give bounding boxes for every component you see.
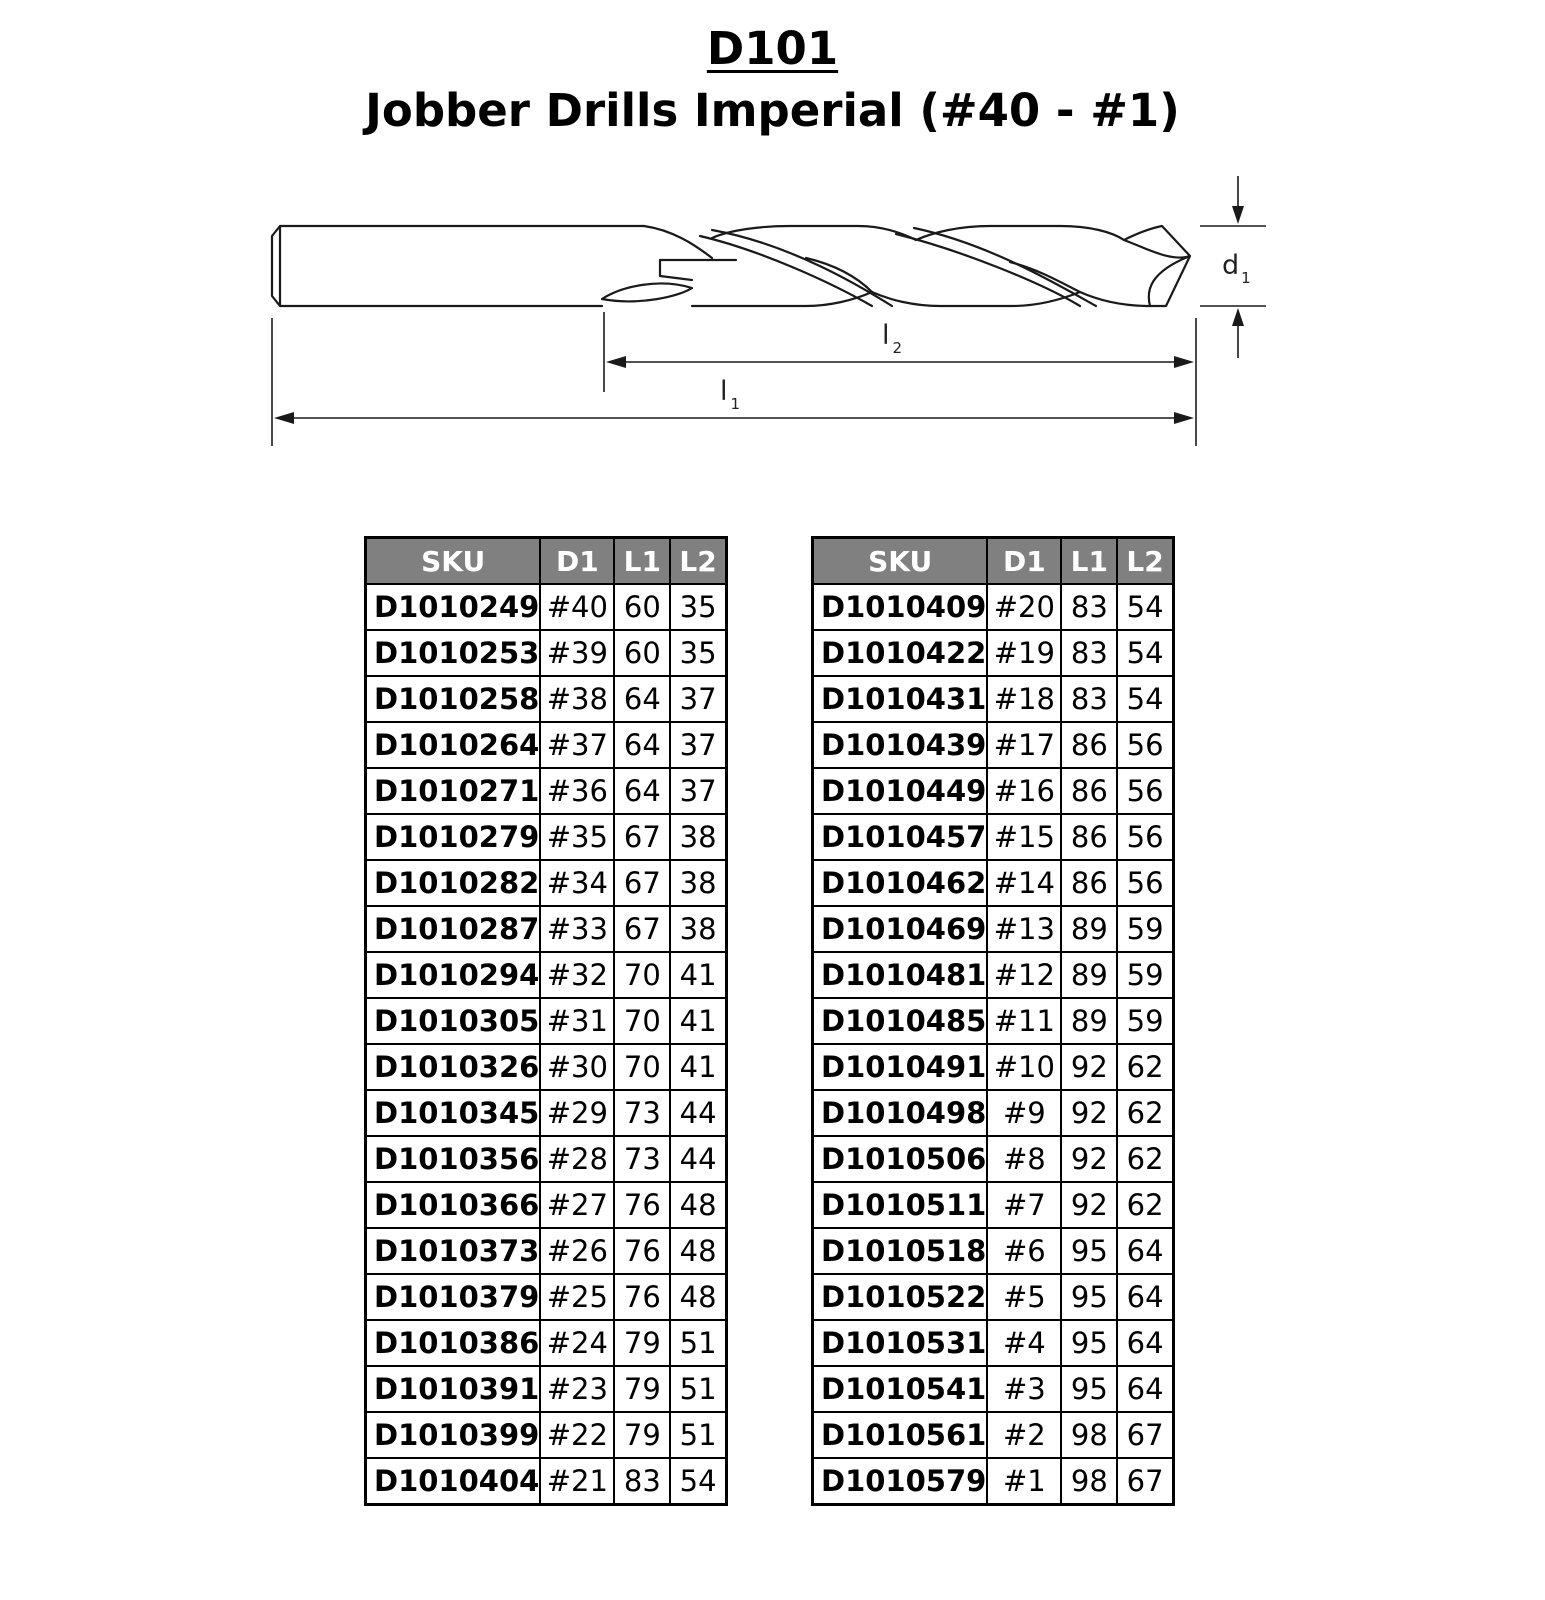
d1-cell: #39	[540, 630, 614, 676]
drill-helix-4	[896, 234, 1080, 306]
l1-cell: 95	[1061, 1274, 1117, 1320]
table-row	[366, 1136, 727, 1182]
d1-cell: #27	[540, 1182, 614, 1228]
sku-cell: D1010326	[366, 1044, 541, 1090]
sku-cell: D1010287	[366, 906, 541, 952]
l2-cell: 64	[1117, 1320, 1173, 1366]
l2-cell: 62	[1117, 1090, 1173, 1136]
d1-cell: #18	[987, 676, 1061, 722]
l1-cell: 95	[1061, 1366, 1117, 1412]
l2-cell: 41	[670, 1044, 726, 1090]
l1-cell: 92	[1061, 1136, 1117, 1182]
sku-cell: D1010511	[813, 1182, 988, 1228]
l2-cell: 56	[1117, 814, 1173, 860]
l2-cell: 54	[1117, 630, 1173, 676]
table-row	[366, 1366, 727, 1412]
l2-cell: 54	[1117, 676, 1173, 722]
sku-cell: D1010485	[813, 998, 988, 1044]
sku-cell: D1010561	[813, 1412, 988, 1458]
sku-cell: D1010541	[813, 1366, 988, 1412]
l2-cell: 51	[670, 1412, 726, 1458]
d1-cell: #17	[987, 722, 1061, 768]
product-code: D101	[706, 22, 839, 75]
d1-cell: #37	[540, 722, 614, 768]
l1-cell: 67	[614, 860, 670, 906]
sku-cell: D1010462	[813, 860, 988, 906]
sku-cell: D1010404	[366, 1458, 541, 1505]
l1-cell: 92	[1061, 1044, 1117, 1090]
table-row	[366, 1412, 727, 1458]
sku-cell: D1010345	[366, 1090, 541, 1136]
sku-cell: D1010457	[813, 814, 988, 860]
table-row	[813, 814, 1174, 860]
d1-cell: #10	[987, 1044, 1061, 1090]
table-row	[366, 1182, 727, 1228]
column-header-d1: D1	[987, 538, 1061, 585]
d1-cell: #22	[540, 1412, 614, 1458]
table-row	[366, 952, 727, 998]
d1-cell: #6	[987, 1228, 1061, 1274]
table-row	[813, 1044, 1174, 1090]
l2-cell: 51	[670, 1366, 726, 1412]
sku-cell: D1010391	[366, 1366, 541, 1412]
l2-cell: 38	[670, 906, 726, 952]
l2-cell: 38	[670, 814, 726, 860]
l1-cell: 73	[614, 1090, 670, 1136]
drill-flute-transition	[644, 226, 712, 258]
sku-cell: D1010279	[366, 814, 541, 860]
table-row	[813, 584, 1174, 630]
l2-cell: 54	[1117, 584, 1173, 630]
sku-cell: D1010469	[813, 906, 988, 952]
table-row	[366, 814, 727, 860]
d1-cell: #36	[540, 768, 614, 814]
drill-helix-5	[914, 228, 1096, 306]
sku-cell: D1010522	[813, 1274, 988, 1320]
table-row	[813, 1136, 1174, 1182]
d1-cell: #25	[540, 1274, 614, 1320]
sku-cell: D1010531	[813, 1320, 988, 1366]
product-title: Jobber Drills Imperial (#40 - #1)	[365, 84, 1180, 137]
sku-cell: D1010498	[813, 1090, 988, 1136]
d1-cell: #34	[540, 860, 614, 906]
l2-cell: 59	[1117, 998, 1173, 1044]
drill-spec-table-left	[364, 536, 728, 1506]
l2-cell: 37	[670, 676, 726, 722]
table-row	[813, 1182, 1174, 1228]
table-row	[813, 1458, 1174, 1505]
l2-cell: 38	[670, 860, 726, 906]
d1-cell: #14	[987, 860, 1061, 906]
table-row	[366, 722, 727, 768]
sku-cell: D1010282	[366, 860, 541, 906]
l1-cell: 98	[1061, 1458, 1117, 1505]
title-block	[0, 18, 1545, 142]
d1-cell: #31	[540, 998, 614, 1044]
sku-cell: D1010305	[366, 998, 541, 1044]
l2-cell: 35	[670, 630, 726, 676]
sku-cell: D1010366	[366, 1182, 541, 1228]
sku-cell: D1010449	[813, 768, 988, 814]
dim-label-l2: l $_2$	[882, 320, 903, 357]
table-row	[366, 584, 727, 630]
sku-cell: D1010294	[366, 952, 541, 998]
l1-cell: 83	[1061, 630, 1117, 676]
column-header-l2: L2	[670, 538, 726, 585]
l2-cell: 67	[1117, 1458, 1173, 1505]
dim-label-d1: d $_1$	[1222, 250, 1251, 287]
l1-cell: 76	[614, 1228, 670, 1274]
table-row	[813, 1274, 1174, 1320]
d1-cell: #24	[540, 1320, 614, 1366]
table-row	[813, 1412, 1174, 1458]
d1-cell: #19	[987, 630, 1061, 676]
table-row	[366, 1320, 727, 1366]
column-header-sku: SKU	[813, 538, 988, 585]
d1-cell: #8	[987, 1136, 1061, 1182]
table-row	[813, 998, 1174, 1044]
sku-cell: D1010258	[366, 676, 541, 722]
d1-cell: #38	[540, 676, 614, 722]
sku-cell: D1010379	[366, 1274, 541, 1320]
column-header-l1: L1	[1061, 538, 1117, 585]
l1-cell: 86	[1061, 860, 1117, 906]
l2-cell: 44	[670, 1090, 726, 1136]
l2-cell: 64	[1117, 1274, 1173, 1320]
l1-cell: 95	[1061, 1320, 1117, 1366]
l2-cell: 64	[1117, 1228, 1173, 1274]
d1-cell: #32	[540, 952, 614, 998]
l1-cell: 89	[1061, 952, 1117, 998]
d1-cell: #5	[987, 1274, 1061, 1320]
d1-cell: #9	[987, 1090, 1061, 1136]
d1-cell: #16	[987, 768, 1061, 814]
l2-cell: 48	[670, 1274, 726, 1320]
l2-cell: 62	[1117, 1136, 1173, 1182]
l1-cell: 79	[614, 1366, 670, 1412]
l1-cell: 60	[614, 584, 670, 630]
drill-helix-1	[700, 236, 872, 306]
l2-cell: 54	[670, 1458, 726, 1505]
l1-cell: 89	[1061, 998, 1117, 1044]
table-row	[813, 676, 1174, 722]
l2-cell: 51	[670, 1320, 726, 1366]
table-row	[366, 1458, 727, 1505]
sku-cell: D1010431	[813, 676, 988, 722]
table-row	[813, 952, 1174, 998]
d1-cell: #21	[540, 1458, 614, 1505]
sku-cell: D1010506	[813, 1136, 988, 1182]
table-row	[813, 768, 1174, 814]
l1-cell: 92	[1061, 1090, 1117, 1136]
l2-cell: 67	[1117, 1412, 1173, 1458]
l1-cell: 83	[614, 1458, 670, 1505]
sku-cell: D1010399	[366, 1412, 541, 1458]
sku-cell: D1010491	[813, 1044, 988, 1090]
d1-cell: #2	[987, 1412, 1061, 1458]
l1-cell: 86	[1061, 768, 1117, 814]
l2-cell: 44	[670, 1136, 726, 1182]
l2-cell: 59	[1117, 906, 1173, 952]
table-row	[813, 1090, 1174, 1136]
l1-cell: 67	[614, 906, 670, 952]
sku-cell: D1010249	[366, 584, 541, 630]
sku-cell: D1010271	[366, 768, 541, 814]
l1-cell: 64	[614, 676, 670, 722]
d1-cell: #20	[987, 584, 1061, 630]
drill-shank	[272, 226, 644, 306]
d1-cell: #35	[540, 814, 614, 860]
l2-cell: 37	[670, 722, 726, 768]
drill-tip	[1124, 226, 1190, 306]
table-header-row	[813, 538, 1174, 585]
drill-land-start	[660, 260, 736, 280]
table-row	[813, 630, 1174, 676]
table-row	[813, 1366, 1174, 1412]
table-row	[366, 1274, 727, 1320]
sku-cell: D1010409	[813, 584, 988, 630]
l2-cell: 62	[1117, 1182, 1173, 1228]
l1-cell: 64	[614, 768, 670, 814]
sku-cell: D1010373	[366, 1228, 541, 1274]
d1-cell: #3	[987, 1366, 1061, 1412]
sku-cell: D1010422	[813, 630, 988, 676]
d1-cell: #12	[987, 952, 1061, 998]
l2-cell: 48	[670, 1228, 726, 1274]
table-row	[366, 1090, 727, 1136]
l1-cell: 73	[614, 1136, 670, 1182]
column-header-l2: L2	[1117, 538, 1173, 585]
d1-cell: #29	[540, 1090, 614, 1136]
d1-cell: #4	[987, 1320, 1061, 1366]
sku-cell: D1010386	[366, 1320, 541, 1366]
d1-cell: #1	[987, 1458, 1061, 1505]
d1-cell: #15	[987, 814, 1061, 860]
l2-cell: 62	[1117, 1044, 1173, 1090]
l2-cell: 56	[1117, 722, 1173, 768]
l1-cell: 95	[1061, 1228, 1117, 1274]
l1-cell: 86	[1061, 814, 1117, 860]
l1-cell: 70	[614, 952, 670, 998]
column-header-d1: D1	[540, 538, 614, 585]
table-header-row	[366, 538, 727, 585]
l1-cell: 89	[1061, 906, 1117, 952]
sku-cell: D1010579	[813, 1458, 988, 1505]
d1-cell: #13	[987, 906, 1061, 952]
sku-cell: D1010481	[813, 952, 988, 998]
table-row	[366, 1044, 727, 1090]
drill-spec-table-right	[811, 536, 1175, 1506]
l2-cell: 48	[670, 1182, 726, 1228]
d1-cell: #23	[540, 1366, 614, 1412]
table-row	[366, 906, 727, 952]
table-row	[366, 998, 727, 1044]
l2-cell: 35	[670, 584, 726, 630]
l1-cell: 76	[614, 1274, 670, 1320]
sku-cell: D1010439	[813, 722, 988, 768]
table-row	[813, 1228, 1174, 1274]
d1-cell: #30	[540, 1044, 614, 1090]
l2-cell: 37	[670, 768, 726, 814]
table-row	[813, 722, 1174, 768]
table-row	[366, 860, 727, 906]
l1-cell: 70	[614, 1044, 670, 1090]
d1-cell: #33	[540, 906, 614, 952]
table-row	[366, 768, 727, 814]
l2-cell: 59	[1117, 952, 1173, 998]
sku-cell: D1010518	[813, 1228, 988, 1274]
d1-cell: #28	[540, 1136, 614, 1182]
l1-cell: 98	[1061, 1412, 1117, 1458]
table-row	[366, 676, 727, 722]
l1-cell: 86	[1061, 722, 1117, 768]
table-row	[813, 1320, 1174, 1366]
l1-cell: 79	[614, 1320, 670, 1366]
l2-cell: 56	[1117, 860, 1173, 906]
l2-cell: 41	[670, 952, 726, 998]
column-header-l1: L1	[614, 538, 670, 585]
l1-cell: 92	[1061, 1182, 1117, 1228]
drill-diagram	[0, 160, 1545, 460]
l1-cell: 70	[614, 998, 670, 1044]
drill-flute-start	[602, 284, 692, 302]
l1-cell: 64	[614, 722, 670, 768]
column-header-sku: SKU	[366, 538, 541, 585]
l1-cell: 79	[614, 1412, 670, 1458]
l1-cell: 76	[614, 1182, 670, 1228]
table-row	[366, 1228, 727, 1274]
d1-cell: #7	[987, 1182, 1061, 1228]
l2-cell: 64	[1117, 1366, 1173, 1412]
sku-cell: D1010264	[366, 722, 541, 768]
l2-cell: 56	[1117, 768, 1173, 814]
dim-label-l1: l $_1$	[720, 376, 741, 413]
table-row	[366, 630, 727, 676]
sku-cell: D1010253	[366, 630, 541, 676]
l1-cell: 83	[1061, 676, 1117, 722]
l1-cell: 60	[614, 630, 670, 676]
sku-cell: D1010356	[366, 1136, 541, 1182]
d1-cell: #11	[987, 998, 1061, 1044]
title-line-code	[0, 18, 1545, 80]
table-row	[813, 906, 1174, 952]
l1-cell: 67	[614, 814, 670, 860]
d1-cell: #26	[540, 1228, 614, 1274]
d1-cell: #40	[540, 584, 614, 630]
l1-cell: 83	[1061, 584, 1117, 630]
l2-cell: 41	[670, 998, 726, 1044]
table-row	[813, 860, 1174, 906]
